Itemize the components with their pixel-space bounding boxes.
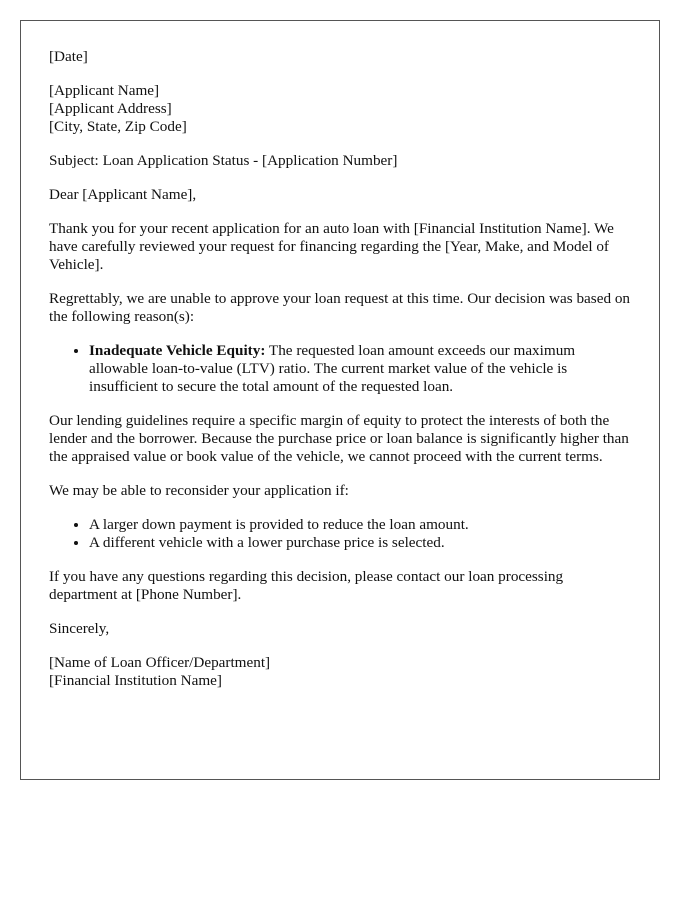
recipient-city-state-zip: [City, State, Zip Code]: [49, 118, 187, 135]
letter-date: [Date]: [49, 48, 88, 65]
letter-paragraph-intro: Thank you for your recent application for an auto loan with [Financial Institution Name]. We have carefully reviewed your request for financing regarding the [Year, Make, and Model of Vehicle].: [49, 220, 614, 273]
recipient-address-block: [49, 82, 631, 136]
letter-paragraph-contact: If you have any questions regarding this decision, please contact our loan processing department at [Phone Number].: [49, 568, 564, 603]
reason-text: The requested loan amount exceeds our maximum allowable loan-to-value (LTV) ratio. The current market value of the vehicle is insufficient to secure the total amount of the requested loan.: [89, 342, 576, 395]
letter-subject: Subject: Loan Application Status - [Application Number]: [49, 152, 398, 169]
reasons-list: [49, 342, 631, 396]
reason-item: [89, 342, 631, 396]
option-item: • A different vehicle with a lower purchase price is selected.: [89, 534, 631, 552]
letter-paragraph-guidelines: Our lending guidelines require a specific margin of equity to protect the interests of both the lender and the borrower. Because the purchase price or loan balance is significantly higher than the appraised value or book value of the vehicle, we cannot proceed with the current terms.: [49, 412, 629, 465]
letter-document: [20, 20, 660, 780]
letter-salutation: Dear [Applicant Name],: [49, 186, 197, 203]
recipient-name: [Applicant Name]: [49, 82, 160, 99]
recipient-address: [Applicant Address]: [49, 100, 172, 117]
letter-closing: Sincerely,: [49, 620, 110, 637]
option-item: • A larger down payment is provided to reduce the loan amount.: [89, 516, 631, 534]
options-list: [49, 516, 631, 552]
signature-institution: [Financial Institution Name]: [49, 672, 222, 689]
reason-title: Inadequate Vehicle Equity:: [89, 342, 266, 359]
letter-paragraph-reconsider: We may be able to reconsider your application if:: [49, 482, 349, 499]
signature-officer: [Name of Loan Officer/Department]: [49, 654, 271, 671]
signature-block: [49, 654, 631, 690]
letter-paragraph-decision: Regrettably, we are unable to approve your loan request at this time. Our decision was based on the following reason(s):: [49, 290, 631, 325]
